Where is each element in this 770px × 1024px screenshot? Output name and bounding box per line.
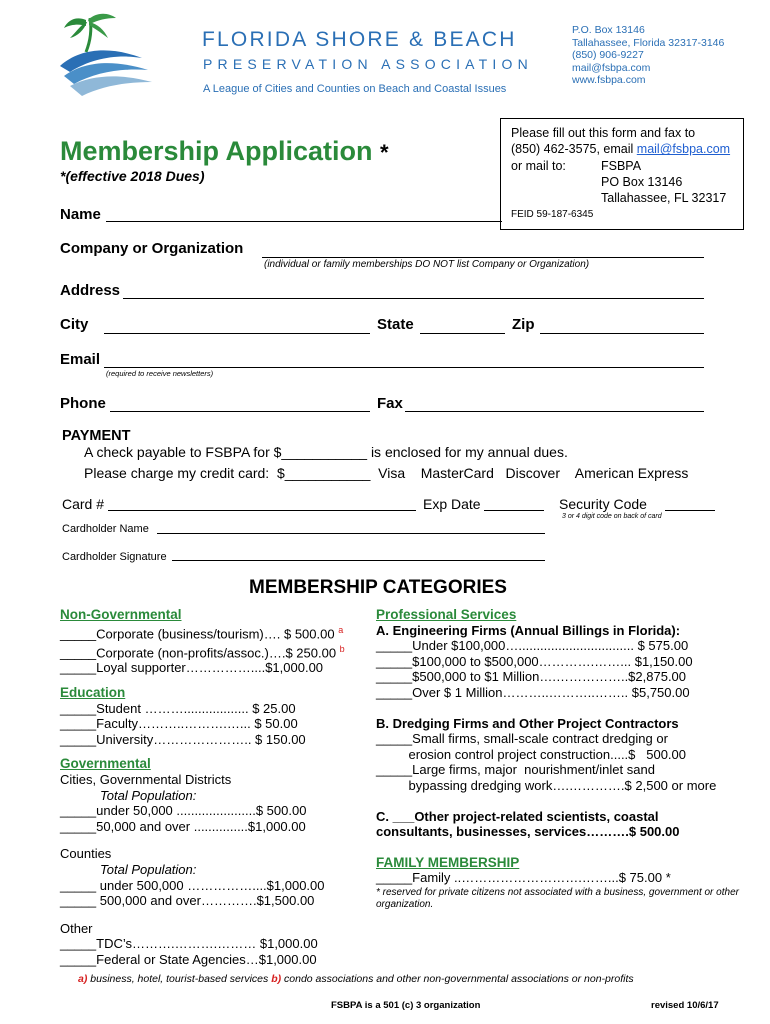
address-label: Address — [60, 282, 121, 299]
feid: FEID 59-187-6345 — [511, 208, 594, 220]
nongov-corporate-business[interactable]: _____Corporate (business/tourism)…. $ 500.00 $^a$ — [60, 624, 344, 641]
cardholder-name-field[interactable] — [157, 533, 545, 534]
footer-nonprofit: FSBPA is a 501 (c) 3 organization — [331, 1000, 481, 1011]
company-label: Company or Organization — [60, 240, 244, 257]
footnote: a) business, hotel, tourist-based services b) condo associations and other non-governmental associations or non-profits — [78, 973, 634, 985]
card-label: Card # — [62, 496, 105, 512]
state-label: State — [377, 316, 414, 333]
family-note: * reserved for private citizens not associated with a business, government or other organization. — [376, 886, 739, 910]
education-heading: Education — [60, 685, 126, 701]
dredge-small[interactable]: _____Small firms, small-scale contract dredging or — [376, 731, 668, 747]
page-title: Membership Application * — [60, 136, 389, 166]
contact-email[interactable]: mail@fsbpa.com — [572, 61, 651, 74]
email-label: Email — [60, 351, 101, 368]
other-services-cont: consultants, businesses, services……….$ 500.00 — [376, 824, 680, 840]
gov-50000-over[interactable]: _____50,000 and over ...............$1,000.00 — [60, 818, 306, 834]
city-label: City — [60, 316, 89, 333]
right-column — [376, 607, 756, 911]
dredge-large-cont: bypassing dredging work….………….$ 2,500 or more — [376, 777, 717, 793]
edu-student[interactable]: _____Student ……….................. $ 25.00 — [60, 700, 296, 716]
nongov-heading: Non-Governmental — [60, 607, 182, 622]
family-heading: FAMILY MEMBERSHIP — [376, 854, 520, 870]
gov-population-label: Total Population: — [100, 787, 197, 803]
contact-line: P.O. Box 13146 — [572, 24, 645, 36]
fax-mail: or mail to: FSBPA PO Box 13146 Tallahassee, FL 32317 — [511, 158, 727, 205]
city-field[interactable] — [104, 333, 370, 334]
contact-line: Tallahassee, Florida 32317-3146 — [572, 36, 725, 49]
dredge-large[interactable]: _____Large firms, major nourishment/inlet sand — [376, 762, 655, 778]
eng-over-1m[interactable]: _____Over $ 1 Million………..………..…….. $5,750.00 — [376, 684, 690, 700]
edu-faculty[interactable]: _____Faculty………..……….…... $ 50.00 — [60, 716, 298, 732]
email-field[interactable] — [104, 367, 704, 368]
fax-email-link[interactable]: mail@fsbpa.com — [636, 142, 731, 157]
phone-field[interactable] — [110, 411, 370, 412]
company-note: (individual or family memberships DO NOT list Company or Organization) — [264, 259, 590, 270]
email-note: (required to receive newsletters) — [106, 369, 214, 378]
payment-heading: PAYMENT — [62, 428, 131, 444]
fax-line1: Please fill out this form and fax to — [511, 126, 696, 140]
palm-wave-logo — [56, 10, 166, 100]
check-line[interactable]: A check payable to FSBPA for $___________ is enclosed for my annual dues. — [84, 444, 568, 460]
gov-under-50000[interactable]: _____under 50,000 ......................$ 500.00 — [60, 803, 307, 819]
cardholder-name-label: Cardholder Name — [62, 523, 149, 535]
security-label: Security Code — [559, 496, 647, 512]
dredge-small-cont: erosion control project construction.....$ 500.00 — [376, 746, 686, 762]
dredging-heading: B. Dredging Firms and Other Project Contractors — [376, 715, 679, 731]
family-line[interactable]: _____Family ..……………………….……...$ 75.00 * — [376, 870, 671, 886]
gov-cities: Cities, Governmental Districts — [60, 772, 232, 787]
categories-title: MEMBERSHIP CATEGORIES — [249, 577, 507, 598]
zip-label: Zip — [512, 316, 535, 333]
security-code-field[interactable] — [665, 510, 715, 511]
effective-note: *(effective 2018 Dues) — [60, 168, 205, 184]
left-column — [60, 607, 360, 968]
card-number-field[interactable] — [108, 510, 416, 511]
fax-instructions-box — [500, 118, 744, 230]
counties-heading: Counties — [60, 846, 112, 862]
counties-500000-over[interactable]: _____ 500,000 and over………….$1,500.00 — [60, 893, 315, 909]
address-field[interactable] — [123, 298, 704, 299]
counties-population-label: Total Population: — [100, 861, 197, 877]
fax-field[interactable] — [405, 411, 704, 412]
prof-services-heading: Professional Services — [376, 607, 517, 622]
footer-revised: revised 10/6/17 — [651, 1000, 719, 1011]
nongov-corporate-nonprofit[interactable]: _____Corporate (non-profits/assoc.)….$ 250.00 $^b$ — [60, 643, 345, 660]
company-field[interactable] — [262, 257, 704, 258]
other-tdc[interactable]: _____TDC’s……….……….……… $1,000.00 — [60, 936, 318, 952]
org-name-line2: PRESERVATION ASSOCIATION — [203, 56, 533, 72]
org-name-line1: FLORIDA SHORE & BEACH — [202, 28, 517, 51]
cardholder-signature-label: Cardholder Signature — [62, 551, 167, 563]
eng-under-100000[interactable]: _____Under $100,000…................................ $ 575.00 — [376, 638, 689, 654]
security-note: 3 or 4 digit code on back of card — [562, 513, 662, 520]
edu-university[interactable]: _____University………………….. $ 150.00 — [60, 731, 306, 747]
counties-under-500000[interactable]: _____ under 500,000 ……………....$1,000.00 — [60, 877, 325, 893]
nongov-loyal-supporter[interactable]: _____Loyal supporter……………....$1,000.00 — [60, 660, 324, 676]
governmental-heading: Governmental — [60, 756, 151, 772]
other-heading: Other — [60, 920, 93, 936]
contact-website[interactable]: www.fsbpa.com — [572, 74, 646, 86]
name-label: Name — [60, 206, 101, 223]
org-tagline: A League of Cities and Counties on Beach and Coastal Issues — [203, 83, 507, 95]
other-services[interactable]: C. ___Other project-related scientists, coastal — [376, 808, 659, 824]
zip-field[interactable] — [540, 333, 704, 334]
exp-label: Exp Date — [423, 496, 481, 512]
eng-500000-1m[interactable]: _____$500,000 to $1 Million….……………..$2,875.00 — [376, 669, 687, 685]
fax-label: Fax — [377, 395, 403, 412]
state-field[interactable] — [420, 333, 505, 334]
charge-line[interactable]: Please charge my credit card: $___________ Visa MasterCard Discover American Express — [84, 465, 689, 481]
eng-100000-500000[interactable]: _____$100,000 to $500,000………….……... $1,150.00 — [376, 653, 693, 669]
fax-line2: (850) 462-3575, email mail@fsbpa.com — [511, 142, 731, 157]
cardholder-signature-field[interactable] — [172, 560, 545, 561]
name-field[interactable] — [106, 221, 502, 222]
contact-line: (850) 906-9227 — [572, 49, 644, 61]
contact-block — [572, 24, 724, 87]
engineering-heading: A. Engineering Firms (Annual Billings in Florida): — [376, 622, 681, 638]
other-federal-state[interactable]: _____Federal or State Agencies…$1,000.00 — [60, 951, 317, 967]
exp-date-field[interactable] — [484, 510, 544, 511]
phone-label: Phone — [60, 395, 106, 412]
